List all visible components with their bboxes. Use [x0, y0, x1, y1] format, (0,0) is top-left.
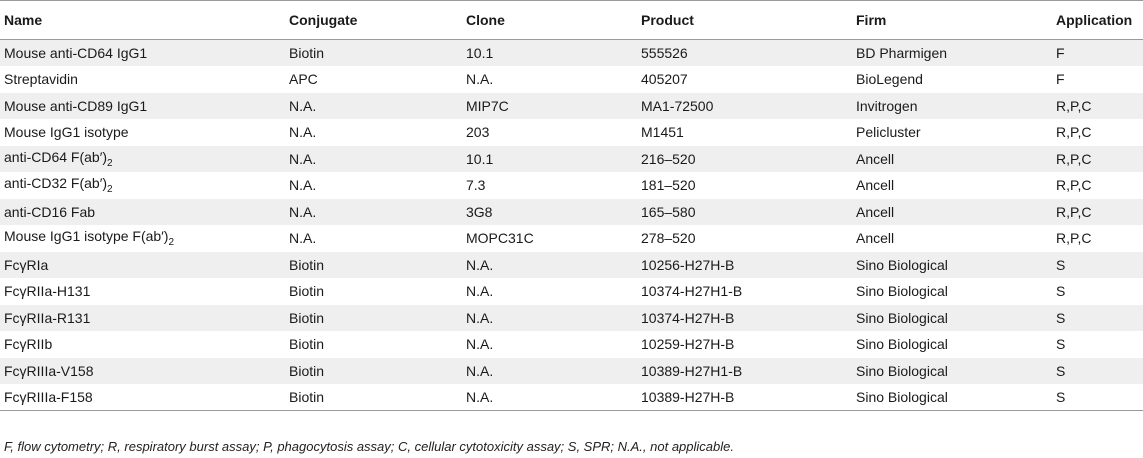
- cell-clone-text: N.A.: [466, 336, 494, 353]
- cell-name: [0, 199, 285, 226]
- table-row: [0, 278, 1143, 305]
- cell-clone-text: N.A.: [466, 283, 494, 300]
- cell-clone: [462, 172, 637, 199]
- cell-product-text: 405207: [641, 71, 688, 88]
- table-row: [0, 119, 1143, 146]
- cell-application-text: R,P,C: [1056, 150, 1092, 167]
- cell-conjugate-text: Biotin: [289, 389, 325, 405]
- cell-firm-text: Ancell: [856, 230, 895, 247]
- cell-name: [0, 384, 285, 411]
- header-firm: Firm: [852, 1, 1052, 40]
- table-row: [0, 93, 1143, 120]
- cell-application: [1052, 252, 1143, 279]
- cell-clone: [462, 305, 637, 332]
- cell-application: [1052, 305, 1143, 332]
- header-row: [0, 1, 1143, 40]
- cell-firm-text: Sino Biological: [856, 309, 948, 326]
- cell-conjugate-text: N.A.: [289, 124, 317, 141]
- cell-firm: [852, 225, 1052, 252]
- cell-clone-text: 10.1: [466, 150, 494, 167]
- cell-application: [1052, 331, 1143, 358]
- cell-product-text: 555526: [641, 45, 688, 61]
- cell-firm: [852, 331, 1052, 358]
- table-row: [0, 225, 1143, 252]
- cell-product-text: 10389-H27H-B: [641, 389, 735, 405]
- cell-clone: [462, 252, 637, 279]
- cell-product-text: 10256-H27H-B: [641, 256, 735, 273]
- cell-product-text: 10259-H27H-B: [641, 336, 735, 353]
- cell-product-text: 278–520: [641, 230, 696, 247]
- cell-application: [1052, 225, 1143, 252]
- cell-name: [0, 66, 285, 93]
- cell-name-text: FcγRIIa-R131: [4, 309, 91, 326]
- table-row: [0, 358, 1143, 385]
- cell-name-text: Streptavidin: [4, 71, 78, 88]
- cell-firm-text: Ancell: [856, 203, 895, 220]
- cell-product: [637, 146, 852, 173]
- cell-application-text: R,P,C: [1056, 97, 1092, 114]
- table-body: [0, 40, 1143, 411]
- table-row: [0, 66, 1143, 93]
- cell-application: [1052, 119, 1143, 146]
- cell-firm-text: Sino Biological: [856, 389, 948, 405]
- header-conjugate: Conjugate: [285, 1, 462, 40]
- header-clone: Clone: [462, 1, 637, 40]
- cell-product-text: 10374-H27H1-B: [641, 283, 743, 300]
- cell-clone-text: N.A.: [466, 362, 494, 379]
- cell-firm-text: Sino Biological: [856, 256, 948, 273]
- cell-name-text: FcγRIIa-H131: [4, 283, 91, 300]
- header-name: Name: [0, 1, 285, 40]
- cell-clone: [462, 225, 637, 252]
- cell-product: [637, 66, 852, 93]
- cell-application-text: F: [1056, 45, 1065, 61]
- cell-clone: [462, 278, 637, 305]
- cell-name-text: FcγRIIIa-F158: [4, 389, 93, 405]
- cell-conjugate: [285, 252, 462, 279]
- table-row: [0, 252, 1143, 279]
- cell-name: [0, 93, 285, 120]
- cell-conjugate: [285, 225, 462, 252]
- cell-clone-text: 7.3: [466, 177, 486, 194]
- cell-product-text: 10389-H27H1-B: [641, 362, 743, 379]
- cell-product-text: M1451: [641, 124, 684, 141]
- cell-firm-text: Sino Biological: [856, 336, 948, 353]
- cell-application-text: R,P,C: [1056, 124, 1092, 141]
- cell-clone: [462, 66, 637, 93]
- cell-clone: [462, 358, 637, 385]
- cell-product: [637, 172, 852, 199]
- cell-product: [637, 305, 852, 332]
- cell-product-text: 165–580: [641, 203, 696, 220]
- cell-application-text: S: [1056, 389, 1066, 405]
- cell-clone-text: N.A.: [466, 389, 494, 405]
- cell-firm-text: Sino Biological: [856, 283, 948, 300]
- cell-conjugate-text: Biotin: [289, 45, 325, 61]
- cell-firm-text: Ancell: [856, 150, 895, 167]
- header-application: Application: [1052, 1, 1143, 40]
- cell-name: [0, 331, 285, 358]
- cell-product: [637, 278, 852, 305]
- cell-firm-text: Sino Biological: [856, 362, 948, 379]
- cell-product: [637, 40, 852, 67]
- table-header: [0, 1, 1143, 40]
- cell-conjugate: [285, 331, 462, 358]
- cell-clone-text: MIP7C: [466, 97, 509, 114]
- cell-conjugate: [285, 384, 462, 411]
- cell-name-text: anti-CD32 F(ab′): [4, 175, 107, 192]
- cell-clone-text: N.A.: [466, 71, 494, 88]
- cell-clone: [462, 384, 637, 411]
- cell-name-text: Mouse anti-CD64 IgG1: [4, 45, 148, 61]
- cell-firm: [852, 252, 1052, 279]
- cell-firm: [852, 199, 1052, 226]
- cell-firm-text: Ancell: [856, 177, 895, 194]
- cell-application: [1052, 93, 1143, 120]
- cell-firm: [852, 40, 1052, 67]
- cell-firm: [852, 384, 1052, 411]
- cell-product: [637, 199, 852, 226]
- cell-name-text: Mouse IgG1 isotype: [4, 124, 129, 141]
- cell-conjugate: [285, 93, 462, 120]
- cell-name-text: FcγRIa: [4, 256, 49, 273]
- cell-application-text: S: [1056, 309, 1066, 326]
- cell-clone-text: 10.1: [466, 45, 494, 61]
- cell-name-text: anti-CD64 F(ab′): [4, 148, 107, 165]
- cell-firm-text: BD Pharmigen: [856, 45, 948, 61]
- cell-conjugate: [285, 66, 462, 93]
- cell-name: [0, 172, 285, 199]
- cell-product: [637, 384, 852, 411]
- cell-name: [0, 146, 285, 173]
- cell-application: [1052, 172, 1143, 199]
- cell-clone-text: N.A.: [466, 256, 494, 273]
- cell-application: [1052, 358, 1143, 385]
- cell-application: [1052, 384, 1143, 411]
- cell-application-text: F: [1056, 71, 1065, 88]
- cell-conjugate-text: N.A.: [289, 230, 317, 247]
- cell-conjugate-text: N.A.: [289, 97, 317, 114]
- cell-name-text: FcγRIIb: [4, 336, 53, 353]
- table-row: [0, 305, 1143, 332]
- cell-conjugate-text: Biotin: [289, 283, 325, 300]
- cell-application-text: R,P,C: [1056, 203, 1092, 220]
- cell-conjugate: [285, 199, 462, 226]
- cell-clone-text: 3G8: [466, 203, 493, 220]
- cell-application-text: S: [1056, 362, 1066, 379]
- cell-application-text: R,P,C: [1056, 177, 1092, 194]
- cell-name-text: Mouse anti-CD89 IgG1: [4, 97, 148, 114]
- cell-conjugate-text: APC: [289, 71, 318, 88]
- cell-application: [1052, 40, 1143, 67]
- cell-product-text: 181–520: [641, 177, 696, 194]
- cell-conjugate: [285, 305, 462, 332]
- cell-name: [0, 119, 285, 146]
- cell-conjugate: [285, 146, 462, 173]
- cell-clone: [462, 146, 637, 173]
- table-row: [0, 146, 1143, 173]
- header-product: Product: [637, 1, 852, 40]
- cell-application-text: R,P,C: [1056, 230, 1092, 247]
- table-footnote: F, flow cytometry; R, respiratory burst assay; P, phagocytosis assay; C, cellular cytotoxicity assay; S, SPR; N.A., not applicable.: [4, 439, 734, 454]
- cell-conjugate-text: Biotin: [289, 336, 325, 353]
- cell-application: [1052, 66, 1143, 93]
- cell-product-text: 10374-H27H-B: [641, 309, 735, 326]
- cell-clone-text: N.A.: [466, 309, 494, 326]
- cell-clone: [462, 119, 637, 146]
- cell-application-text: S: [1056, 336, 1066, 353]
- cell-name-text: FcγRIIIa-V158: [4, 362, 94, 379]
- cell-application: [1052, 278, 1143, 305]
- cell-application: [1052, 146, 1143, 173]
- cell-firm: [852, 172, 1052, 199]
- cell-clone: [462, 199, 637, 226]
- cell-product: [637, 119, 852, 146]
- cell-firm: [852, 305, 1052, 332]
- table-row: [0, 384, 1143, 411]
- cell-name-subscript: 2: [107, 184, 113, 196]
- cell-conjugate-text: N.A.: [289, 203, 317, 220]
- cell-name-subscript: 2: [107, 157, 113, 169]
- cell-firm-text: Pelicluster: [856, 124, 921, 141]
- cell-name-text: anti-CD16 Fab: [4, 203, 96, 220]
- cell-product: [637, 93, 852, 120]
- cell-application: [1052, 199, 1143, 226]
- cell-firm: [852, 66, 1052, 93]
- cell-conjugate-text: Biotin: [289, 309, 325, 326]
- cell-product: [637, 331, 852, 358]
- cell-name: [0, 305, 285, 332]
- cell-firm: [852, 93, 1052, 120]
- cell-conjugate: [285, 119, 462, 146]
- cell-name: [0, 40, 285, 67]
- table-row: [0, 40, 1143, 67]
- cell-firm-text: BioLegend: [856, 71, 923, 88]
- cell-product: [637, 358, 852, 385]
- table-row: [0, 331, 1143, 358]
- table-row: [0, 199, 1143, 226]
- cell-name: [0, 358, 285, 385]
- cell-conjugate-text: N.A.: [289, 150, 317, 167]
- cell-firm: [852, 146, 1052, 173]
- cell-clone-text: 203: [466, 124, 490, 141]
- cell-name: [0, 252, 285, 279]
- cell-application-text: S: [1056, 283, 1066, 300]
- cell-conjugate: [285, 278, 462, 305]
- cell-clone-text: MOPC31C: [466, 230, 534, 247]
- cell-firm: [852, 119, 1052, 146]
- cell-clone: [462, 331, 637, 358]
- cell-firm: [852, 278, 1052, 305]
- cell-conjugate: [285, 358, 462, 385]
- cell-conjugate-text: Biotin: [289, 362, 325, 379]
- cell-product: [637, 252, 852, 279]
- table-row: [0, 172, 1143, 199]
- cell-product-text: MA1-72500: [641, 97, 714, 114]
- cell-firm: [852, 358, 1052, 385]
- cell-clone: [462, 40, 637, 67]
- cell-product: [637, 225, 852, 252]
- cell-conjugate-text: Biotin: [289, 256, 325, 273]
- cell-name: [0, 278, 285, 305]
- cell-conjugate-text: N.A.: [289, 177, 317, 194]
- cell-name: [0, 225, 285, 252]
- cell-conjugate: [285, 40, 462, 67]
- cell-name-subscript: 2: [168, 237, 175, 249]
- cell-firm-text: Invitrogen: [856, 97, 918, 114]
- cell-name-text: Mouse IgG1 isotype F(ab′): [4, 228, 169, 245]
- cell-clone: [462, 93, 637, 120]
- cell-conjugate: [285, 172, 462, 199]
- cell-product-text: 216–520: [641, 150, 696, 167]
- cell-application-text: S: [1056, 256, 1066, 273]
